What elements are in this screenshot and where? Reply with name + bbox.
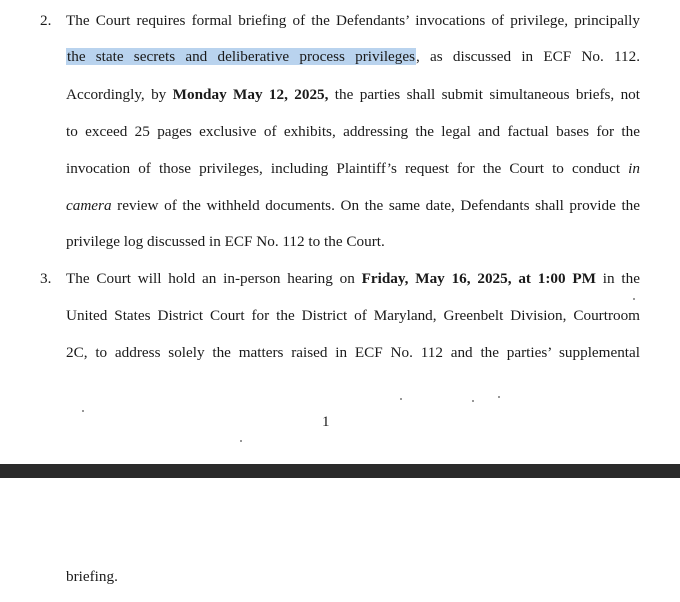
scan-speck (472, 400, 474, 402)
paragraph-line: to exceed 25 pages exclusive of exhibits, addressing the legal and factual bases for the (66, 123, 640, 140)
scan-speck (82, 410, 84, 412)
paragraph-line: The Court will hold an in-person hearing on Friday, May 16, 2025, at 1:00 PM in the (66, 270, 640, 287)
paragraph-line: camera review of the withheld documents. On the same date, Defendants shall provide the (66, 197, 640, 214)
paragraph-line: United States District Court for the District of Maryland, Greenbelt Division, Courtroom (66, 307, 640, 324)
hearing-date: Friday, May 16, 2025, at 1:00 PM (361, 270, 597, 287)
scan-speck (240, 440, 242, 442)
highlighted-text: the state secrets and deliberative process privileges (67, 48, 416, 65)
page-divider (0, 464, 680, 478)
page-number: 1 (322, 414, 330, 430)
item-number: 3. (40, 270, 52, 287)
deadline-date: Monday May 12, 2025, (172, 86, 329, 103)
scan-speck (498, 396, 500, 398)
paragraph-line: 2C, to address solely the matters raised in ECF No. 112 and the parties’ supplemental (66, 344, 640, 361)
paragraph-line: invocation of those privileges, including Plaintiff’s request for the Court to conduct in (66, 160, 640, 177)
paragraph-line: The Court requires formal briefing of the Defendants’ invocations of privilege, principally (66, 12, 640, 29)
scan-speck (633, 298, 635, 300)
paragraph-line: privilege log discussed in ECF No. 112 to the Court. (66, 233, 385, 250)
paragraph-line: Accordingly, by Monday May 12, 2025, the parties shall submit simultaneous briefs, not (66, 86, 640, 103)
paragraph-line: the state secrets and deliberative process privileges, as discussed in ECF No. 112. (67, 48, 640, 65)
item-number: 2. (40, 12, 52, 29)
continued-text: briefing. (66, 568, 118, 585)
scan-speck (400, 398, 402, 400)
